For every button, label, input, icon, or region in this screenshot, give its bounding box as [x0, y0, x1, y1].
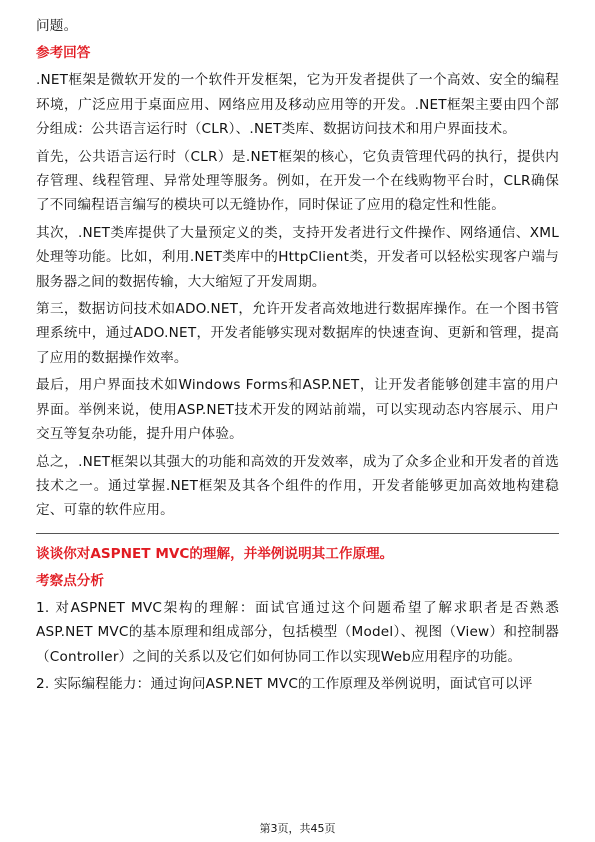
analysis-item: 1. 对ASPNET MVC架构的理解：面试官通过这个问题希望了解求职者是否熟悉ASP.NET MVC的基本原理和组成部分，包括模型（Model）、视图（View）和控制器（Controller）之间的关系以及它们如何协同工作以实现Web应用程序的功能。 — [36, 599, 559, 665]
analysis-heading: 考察点分析 — [36, 572, 104, 589]
answer-paragraph: 总之，.NET框架以其强大的功能和高效的开发效率，成为了众多企业和开发者的首选技术之一。通过掌握.NET框架及其各个组件的作用，开发者能够更加高效地构建稳定、可靠的软件应用。 — [36, 453, 559, 519]
answer-paragraph: 首先，公共语言运行时（CLR）是.NET框架的核心，它负责管理代码的执行，提供内存管理、线程管理、异常处理等服务。例如，在开发一个在线购物平台时，CLR确保了不同编程语言编写的模块可以无缝协作，同时保证了应用的稳定性和性能。 — [36, 148, 559, 214]
page-footer: 第3页，共45页 — [259, 822, 336, 835]
answer-paragraph: 最后，用户界面技术如Windows Forms和ASP.NET，让开发者能够创建丰富的用户界面。举例来说，使用ASP.NET技术开发的网站前端，可以实现动态内容展示、用户交互等复杂功能，提升用户体验。 — [36, 377, 559, 443]
question-title: 谈谈你对ASPNET MVC的理解，并举例说明其工作原理。 — [36, 545, 394, 562]
answer-heading: 参考回答 — [36, 45, 91, 62]
analysis-item: 2. 实际编程能力：通过询问ASP.NET MVC的工作原理及举例说明，面试官可以评 — [36, 675, 533, 692]
document-page — [36, 14, 559, 699]
intro-fragment: 问题。 — [36, 18, 78, 34]
answer-paragraph: 其次，.NET类库提供了大量预定义的类，支持开发者进行文件操作、网络通信、XML处理等功能。比如，利用.NET类库中的HttpClient类，开发者可以轻松实现客户端与服务器之间的数据传输，大大缩短了开发周期。 — [36, 224, 559, 290]
answer-paragraph: 第三，数据访问技术如ADO.NET，允许开发者高效地进行数据库操作。在一个图书管理系统中，通过ADO.NET，开发者能够实现对数据库的快速查询、更新和管理，提高了应用的数据操作效率。 — [36, 301, 559, 366]
answer-paragraph: .NET框架是微软开发的一个软件开发框架，它为开发者提供了一个高效、安全的编程环境，广泛应用于桌面应用、网络应用及移动应用等的开发。.NET框架主要由四个部分组成：公共语言运行时（CLR）、.NET类库、数据访问技术和用户界面技术。 — [36, 72, 559, 138]
section-divider — [36, 533, 559, 534]
